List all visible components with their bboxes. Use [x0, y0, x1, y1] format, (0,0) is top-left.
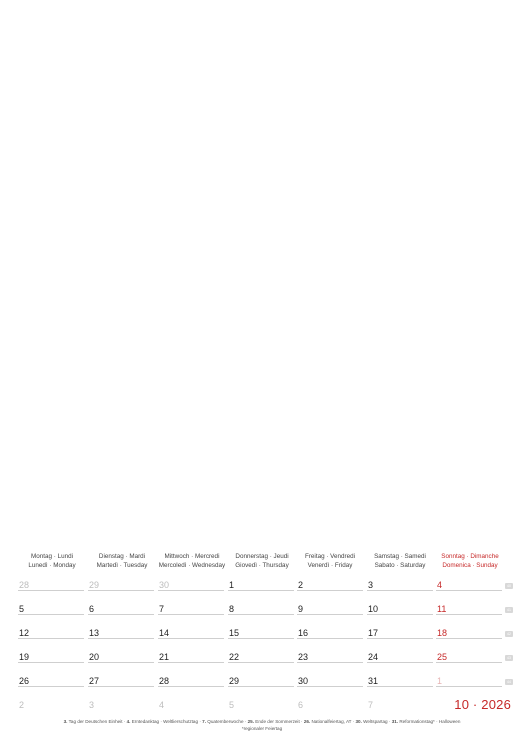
- date-cell-divider: [436, 686, 502, 687]
- weekday-name-secondary: Domenica · Sunday: [442, 561, 498, 569]
- date-cell-divider: [297, 686, 363, 687]
- date-cell-divider: [367, 638, 433, 639]
- holiday-date: 25.: [247, 719, 255, 724]
- date-cell-divider: [88, 686, 154, 687]
- date-cell[interactable]: 17: [368, 628, 379, 638]
- date-cell-divider: [297, 662, 363, 663]
- weekday-header: [87, 553, 157, 570]
- date-cell-divider: [367, 614, 433, 615]
- date-cell[interactable]: 16: [298, 628, 309, 638]
- date-cell-divider: [228, 662, 294, 663]
- month-year-label: 10 · 2026: [454, 697, 511, 712]
- date-cell[interactable]: 19: [19, 652, 30, 662]
- date-cell[interactable]: 23: [298, 652, 309, 662]
- date-cell[interactable]: 10: [368, 604, 379, 614]
- holiday-date: 7.: [202, 719, 206, 724]
- weekday-header: [227, 553, 297, 570]
- holiday-item: [127, 719, 198, 724]
- weekday-header: [365, 553, 435, 570]
- date-cell[interactable]: 29: [89, 580, 100, 590]
- holiday-name: Erntedanktag · Weltlierschutztag: [130, 719, 199, 724]
- date-cell[interactable]: 13: [89, 628, 100, 638]
- date-cell-divider: [297, 638, 363, 639]
- date-cell[interactable]: 7: [368, 700, 374, 710]
- date-cell-divider: [88, 590, 154, 591]
- weekday-name-secondary: Lunedì · Monday: [28, 561, 76, 569]
- date-cell[interactable]: 18: [437, 628, 448, 638]
- weekday-name-secondary: Venerdì · Friday: [307, 561, 353, 569]
- date-cell[interactable]: 1: [437, 676, 443, 686]
- holiday-item: [248, 719, 300, 724]
- holiday-name: Nationalfeiertag, AT: [310, 719, 352, 724]
- date-cell-divider: [158, 662, 224, 663]
- date-cell-divider: [18, 662, 84, 663]
- weekday-name-secondary: Martedì · Tuesday: [96, 561, 148, 569]
- date-cell-divider: [436, 662, 502, 663]
- week-number-badge: 43: [505, 655, 513, 661]
- holiday-item: [64, 719, 123, 724]
- date-cell[interactable]: 3: [368, 580, 374, 590]
- date-cell[interactable]: 6: [298, 700, 304, 710]
- date-cell-divider: [18, 686, 84, 687]
- date-cell-divider: [367, 590, 433, 591]
- date-cell[interactable]: 4: [437, 580, 443, 590]
- date-cell[interactable]: 26: [19, 676, 30, 686]
- weekday-name-primary: Sonntag · Dimanche: [441, 553, 499, 560]
- holiday-footnote: [20, 718, 504, 732]
- holiday-name: Reformationstag* · Halloween: [398, 719, 461, 724]
- holiday-item: [202, 719, 243, 724]
- date-cell-divider: [297, 590, 363, 591]
- date-cell-divider: [367, 662, 433, 663]
- date-cell-divider: [88, 614, 154, 615]
- date-cell-divider: [158, 638, 224, 639]
- date-cell-divider: [436, 590, 502, 591]
- date-cell[interactable]: 24: [368, 652, 379, 662]
- date-cell-divider: [297, 614, 363, 615]
- date-cell[interactable]: 8: [229, 604, 235, 614]
- date-cell[interactable]: 30: [298, 676, 309, 686]
- holiday-date: 26.: [303, 719, 311, 724]
- weekday-name-primary: Samstag · Samedi: [374, 553, 426, 560]
- date-cell[interactable]: 5: [229, 700, 235, 710]
- date-cell[interactable]: 12: [19, 628, 30, 638]
- date-cell[interactable]: 21: [159, 652, 170, 662]
- date-cell-divider: [228, 614, 294, 615]
- date-cell[interactable]: 2: [19, 700, 25, 710]
- weekday-header: [157, 553, 227, 570]
- date-cell-divider: [158, 686, 224, 687]
- date-cell[interactable]: 30: [159, 580, 170, 590]
- holiday-date: 31.: [391, 719, 399, 724]
- holiday-date: 3.: [63, 719, 68, 724]
- holiday-item: [392, 719, 461, 724]
- date-cell[interactable]: 1: [229, 580, 235, 590]
- date-cell-divider: [88, 638, 154, 639]
- weekday-name-secondary: Sabato · Saturday: [374, 561, 426, 569]
- date-cell[interactable]: 28: [19, 580, 30, 590]
- date-cell[interactable]: 20: [89, 652, 100, 662]
- date-cell[interactable]: 22: [229, 652, 240, 662]
- date-cell[interactable]: 29: [229, 676, 240, 686]
- date-cell-divider: [88, 662, 154, 663]
- holiday-name: Tag der Deutschen Einheit: [67, 719, 123, 724]
- date-cell-divider: [158, 590, 224, 591]
- holiday-name: Ende der Sommerzeit: [254, 719, 300, 724]
- week-number-badge: 42: [505, 631, 513, 637]
- date-cell[interactable]: 7: [159, 604, 165, 614]
- holiday-name: Weltspartag: [361, 719, 388, 724]
- date-cell-divider: [228, 638, 294, 639]
- holiday-name: Quatemberwoche: [205, 719, 244, 724]
- week-number-badge: 40: [505, 583, 513, 589]
- weekday-name-secondary: Mercoledì · Wednesday: [158, 561, 226, 569]
- date-cell[interactable]: 3: [89, 700, 95, 710]
- weekday-name-primary: Donnerstag · Jeudi: [235, 553, 289, 560]
- weekday-name-primary: Dienstag · Mardi: [98, 553, 146, 560]
- holiday-date: 4.: [126, 719, 131, 724]
- holiday-date: 30.: [355, 719, 362, 724]
- date-cell[interactable]: 5: [19, 604, 25, 614]
- week-number-badge: 41: [505, 607, 513, 613]
- date-cell[interactable]: 28: [159, 676, 170, 686]
- date-cell[interactable]: 25: [437, 652, 448, 662]
- weekday-header: [435, 553, 505, 570]
- weekday-name-primary: Freitag · Vendredi: [304, 553, 356, 560]
- date-cell-divider: [158, 614, 224, 615]
- weekday-name-primary: Montag · Lundi: [30, 553, 73, 560]
- holiday-item: [304, 719, 352, 724]
- date-cell[interactable]: 11: [437, 604, 447, 614]
- date-cell[interactable]: 14: [159, 628, 170, 638]
- date-cell[interactable]: 15: [229, 628, 240, 638]
- date-cell[interactable]: 4: [159, 700, 165, 710]
- holiday-list: 3. Tag der Deutschen Einheit · 4. Erntedanktag · Weltlierschutztag · 7. Quatemberwoche · 25. Ende der Sommerzeit · 26. Nationalfeiertag, AT · 30. Weltspartag · 31. Reformationstag* · Halloween: [63, 719, 461, 724]
- weekday-header: [295, 553, 365, 570]
- weekday-header: [17, 553, 87, 570]
- date-cell-divider: [367, 686, 433, 687]
- date-cell[interactable]: 31: [368, 676, 379, 686]
- date-cell-divider: [18, 614, 84, 615]
- holiday-note: *regionaler Feiertag: [241, 726, 283, 731]
- date-cell[interactable]: 6: [89, 604, 95, 614]
- weekday-name-primary: Mittwoch · Mercredi: [164, 553, 220, 560]
- date-cell-divider: [18, 638, 84, 639]
- date-cell[interactable]: 9: [298, 604, 304, 614]
- date-cell-divider: [436, 638, 502, 639]
- week-number-badge: 44: [505, 679, 513, 685]
- date-cell-divider: [436, 614, 502, 615]
- date-cell-divider: [228, 686, 294, 687]
- weekday-name-secondary: Giovedì · Thursday: [235, 561, 289, 569]
- date-cell-divider: [228, 590, 294, 591]
- date-cell-divider: [18, 590, 84, 591]
- holiday-item: [356, 719, 388, 724]
- date-cell[interactable]: 2: [298, 580, 304, 590]
- date-cell[interactable]: 27: [89, 676, 100, 686]
